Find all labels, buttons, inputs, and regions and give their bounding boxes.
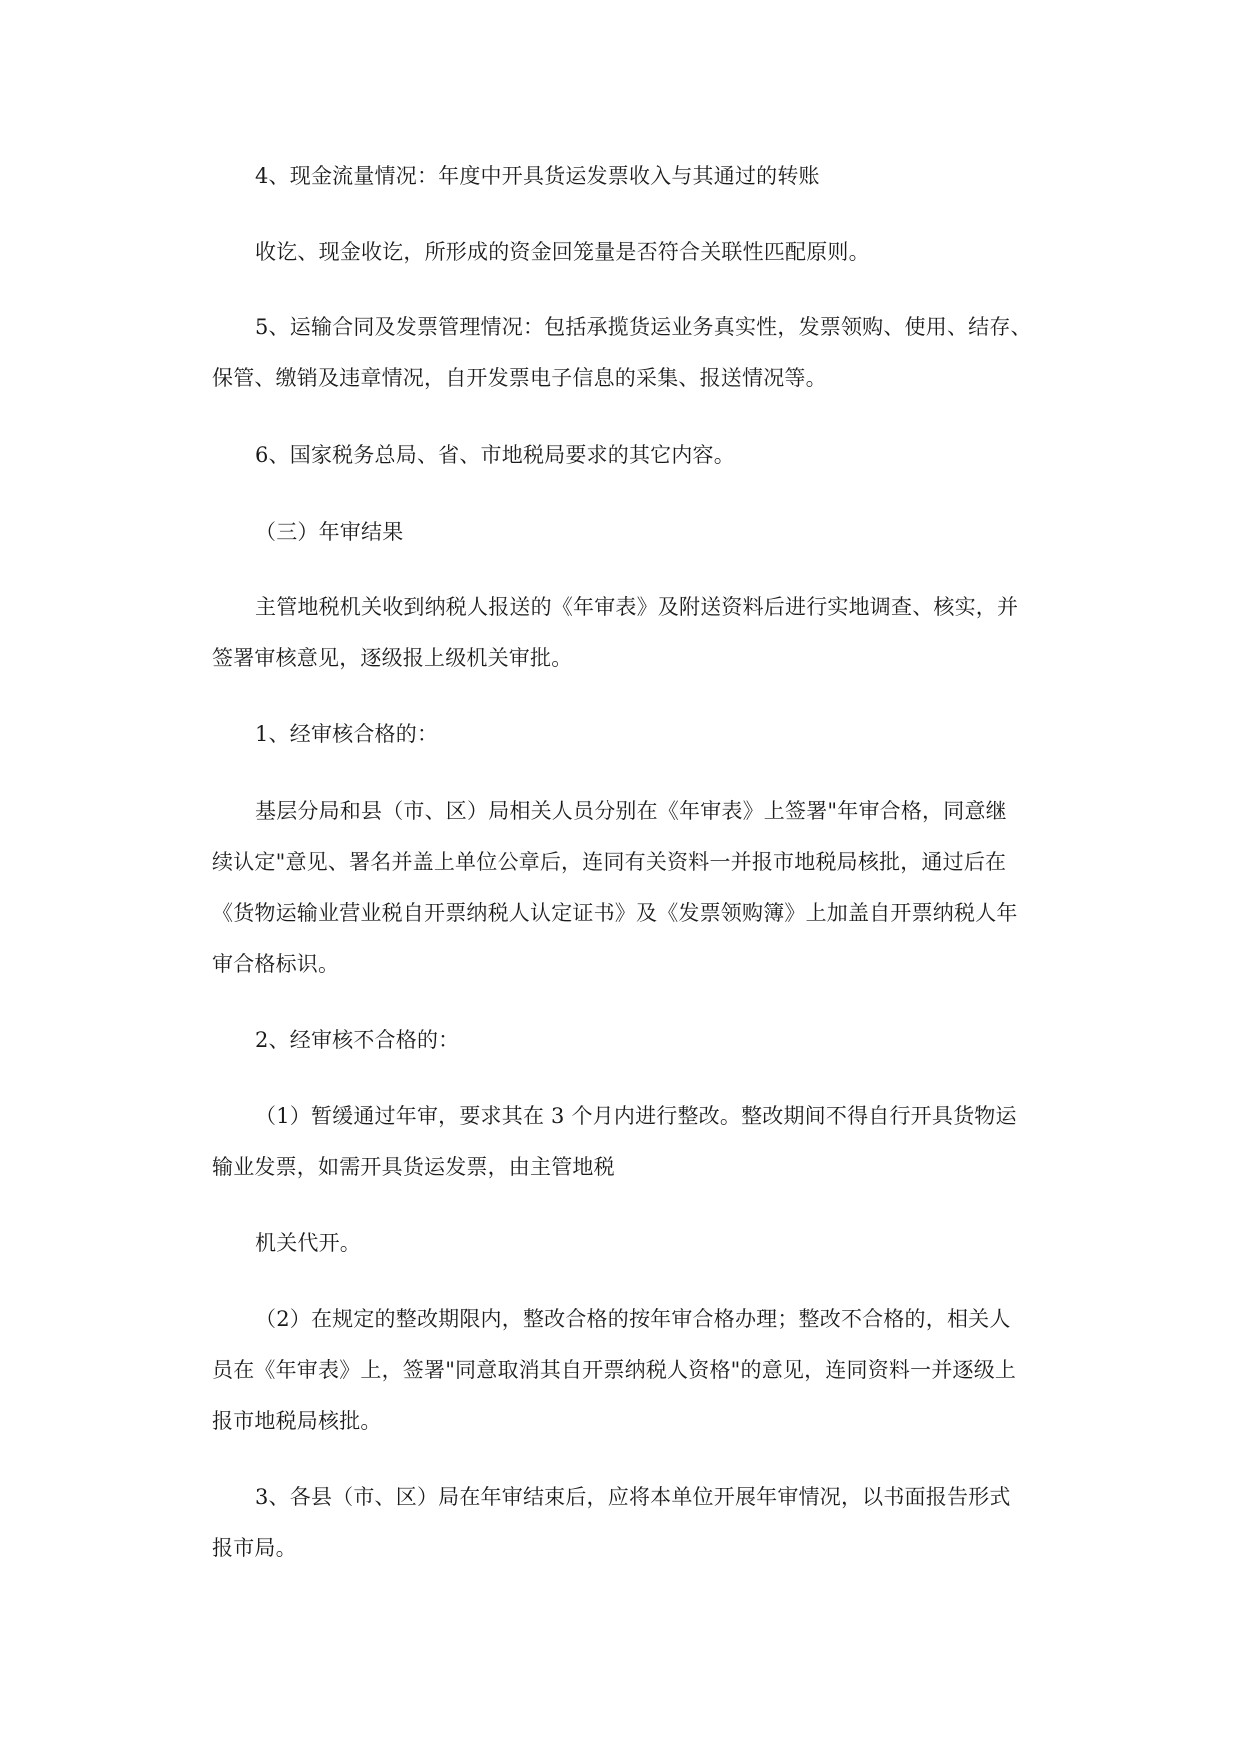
item-2-1-line-3: 机关代开。 (255, 1231, 361, 1255)
item-1-body-line-4: 审合格标识。 (212, 952, 340, 976)
paragraph-4-line-2: 收讫、现金收讫，所形成的资金回笼量是否符合关联性匹配原则。 (255, 240, 870, 264)
paragraph-5-line-2: 保管、缴销及违章情况，自开发票电子信息的采集、报送情况等。 (212, 366, 827, 390)
item-3-line-2: 报市局。 (212, 1536, 297, 1560)
review-intro-line-1: 主管地税机关收到纳税人报送的《年审表》及附送资料后进行实地调查、核实，并 (255, 595, 1019, 619)
paragraph-4-line-1: 4、现金流量情况：年度中开具货运发票收入与其通过的转账 (255, 164, 820, 188)
paragraph-6: 6、国家税务总局、省、市地税局要求的其它内容。 (255, 443, 735, 467)
item-2-2-line-1: （2）在规定的整改期限内，整改合格的按年审合格办理；整改不合格的，相关人 (255, 1307, 1011, 1331)
item-1-body-line-3: 《货物运输业营业税自开票纳税人认定证书》及《发票领购簿》上加盖自开票纳税人年 (212, 901, 1018, 925)
item-2-1-line-1: （1）暂缓通过年审，要求其在 3 个月内进行整改。整改期间不得自行开具货物运 (255, 1104, 1017, 1128)
item-3-line-1: 3、各县（市、区）局在年审结束后，应将本单位开展年审情况，以书面报告形式 (255, 1485, 1011, 1509)
item-1-body-line-1: 基层分局和县（市、区）局相关人员分别在《年审表》上签署"年审合格，同意继 (255, 799, 1007, 823)
review-intro-line-2: 签署审核意见，逐级报上级机关审批。 (212, 646, 573, 670)
section-heading-annual-review-results: （三）年审结果 (255, 520, 404, 544)
item-2-2-line-2: 员在《年审表》上，签署"同意取消其自开票纳税人资格"的意见，连同资料一并逐级上 (212, 1358, 1017, 1382)
item-2-1-line-2: 输业发票，如需开具货运发票，由主管地税 (212, 1155, 615, 1179)
item-1-heading: 1、经审核合格的： (255, 722, 439, 746)
item-2-heading: 2、经审核不合格的： (255, 1028, 460, 1052)
paragraph-5-line-1: 5、运输合同及发票管理情况：包括承揽货运业务真实性，发票领购、使用、结存、 (255, 315, 1032, 339)
item-1-body-line-2: 续认定"意见、署名并盖上单位公章后，连同有关资料一并报市地税局核批，通过后在 (212, 850, 1007, 874)
item-2-2-line-3: 报市地税局核批。 (212, 1409, 382, 1433)
